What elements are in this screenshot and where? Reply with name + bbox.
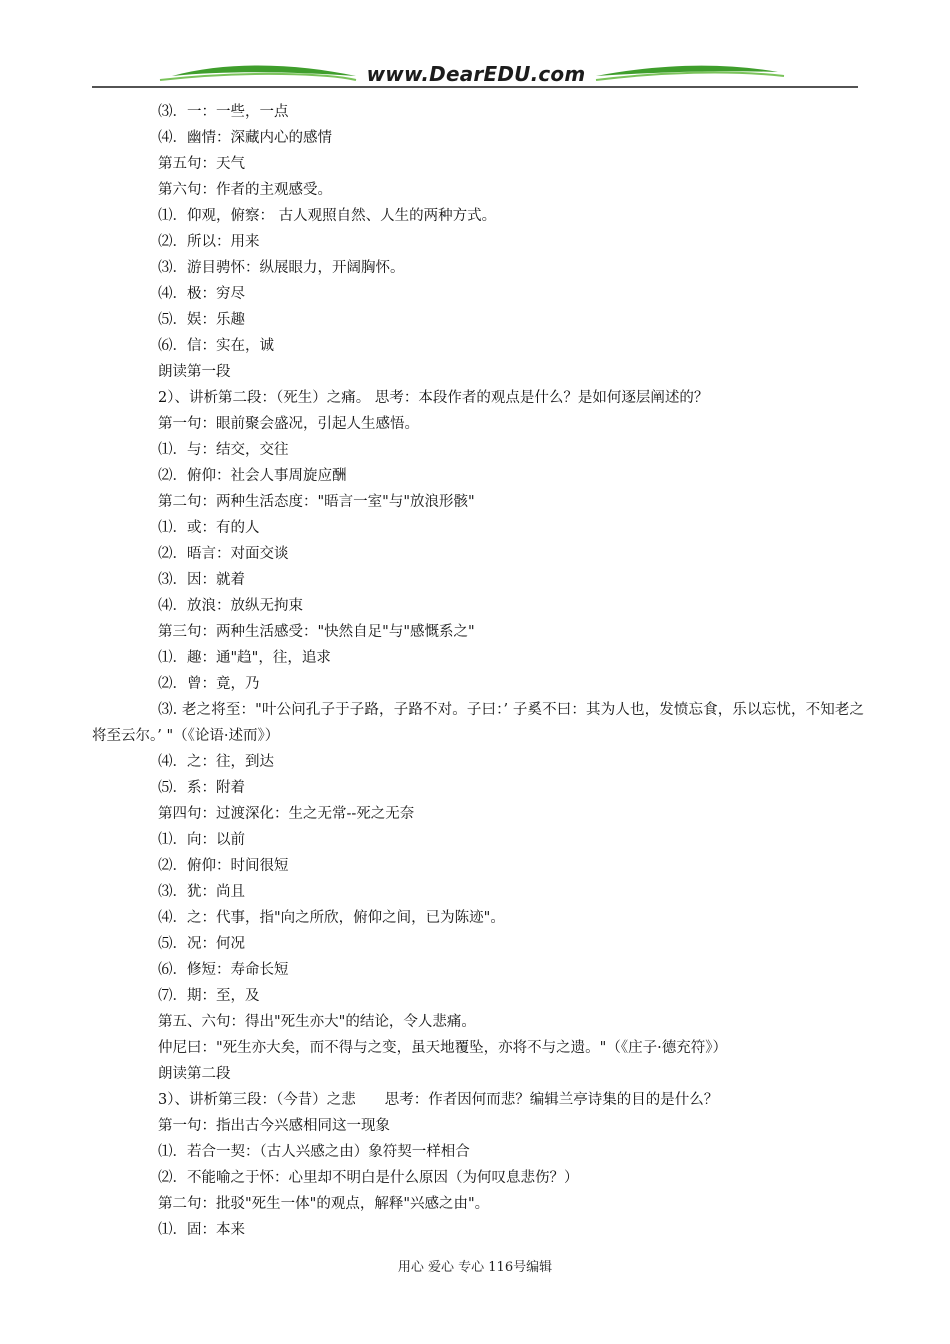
text-line: ⑵．晤言：对面交谈 bbox=[158, 546, 289, 562]
text-line: 第三句：两种生活感受："快然自足"与"感慨系之" bbox=[158, 624, 475, 640]
text-line: ⑷．之：往，到达 bbox=[158, 754, 274, 770]
site-url: www.DearEDU.com bbox=[366, 62, 586, 86]
text-line: ⑴．或：有的人 bbox=[158, 520, 260, 536]
text-line: 第五、六句：得出"死生亦大"的结论，令人悲痛。 bbox=[158, 1014, 476, 1030]
document-body bbox=[92, 99, 864, 1243]
section-heading: 3）、讲析第三段：（今昔）之悲 思考：作者因何而悲？编辑兰亭诗集的目的是什么？ bbox=[158, 1092, 719, 1108]
section-heading: 朗读第二段 bbox=[158, 1066, 231, 1082]
text-line: 第一句：指出古今兴感相同这一现象 bbox=[158, 1118, 390, 1134]
text-line: ⑶．游目骋怀：纵展眼力，开阔胸怀。 bbox=[158, 260, 405, 276]
text-line: ⑴．趣：通"趋"，往，追求 bbox=[158, 650, 331, 666]
text-line: ⑵．不能喻之于怀：心里却不明白是什么原因（为何叹息悲伤？） bbox=[158, 1170, 579, 1186]
text-line: ⑴．与：结交，交往 bbox=[158, 442, 289, 458]
text-line: 第四句：过渡深化：生之无常--死之无奈 bbox=[158, 806, 415, 822]
text-line: ⑴．若合一契：（古人兴感之由）象符契一样相合 bbox=[158, 1144, 470, 1160]
text-line: ⑴．仰观，俯察： 古人观照自然、人生的两种方式。 bbox=[158, 208, 497, 224]
text-line: 第五句：天气 bbox=[158, 156, 245, 172]
text-line: ⑶．一：一些，一点 bbox=[158, 104, 289, 120]
text-line: ⑶．犹：尚且 bbox=[158, 884, 245, 900]
text-line: 第六句：作者的主观感受。 bbox=[158, 182, 332, 198]
site-header-banner bbox=[0, 58, 950, 90]
text-line: ⑷．极：穷尽 bbox=[158, 286, 245, 302]
text-line: ⑷．放浪：放纵无拘束 bbox=[158, 598, 303, 614]
text-line: ⑶．因：就着 bbox=[158, 572, 245, 588]
text-line: 第二句：批驳"死生一体"的观点，解释"兴感之由"。 bbox=[158, 1196, 490, 1212]
text-line: ⑸．况：何况 bbox=[158, 936, 245, 952]
text-line: ⑴．向：以前 bbox=[158, 832, 245, 848]
text-line: ⑷．之：代事，指"向之所欣，俯仰之间，已为陈迹"。 bbox=[158, 910, 505, 926]
section-heading: 2）、讲析第二段：（死生）之痛。 思考：本段作者的观点是什么？是如何逐层阐述的？ bbox=[158, 390, 709, 406]
text-line: 第二句：两种生活态度："晤言一室"与"放浪形骸" bbox=[158, 494, 475, 510]
text-line: ⑷．幽情：深藏内心的感情 bbox=[158, 130, 332, 146]
page-footer: 用心 爱心 专心 116号编辑 bbox=[397, 1260, 553, 1275]
text-line-wrapped: ⑶. 老之将至："叶公问孔子于子路，子路不对。子曰：’ 子奚不曰：其为人也，发愤忘食，乐以忘忧，不知老之将至云尔。’ "（《论语·述而》） bbox=[92, 702, 864, 744]
text-line: ⑹．修短：寿命长短 bbox=[158, 962, 289, 978]
text-line: ⑵．俯仰：社会人事周旋应酬 bbox=[158, 468, 347, 484]
text-line: ⑸．系：附着 bbox=[158, 780, 245, 796]
text-line: ⑵．曾：竟，乃 bbox=[158, 676, 260, 692]
section-heading: 朗读第一段 bbox=[158, 364, 231, 380]
text-line: ⑵．俯仰：时间很短 bbox=[158, 858, 289, 874]
text-line: ⑹．信：实在，诚 bbox=[158, 338, 274, 354]
text-line: ⑸．娱：乐趣 bbox=[158, 312, 245, 328]
text-line: ⑴．固：本来 bbox=[158, 1222, 245, 1238]
text-line: ⑺．期：至，及 bbox=[158, 988, 260, 1004]
text-line: 仲尼曰："死生亦大矣，而不得与之变，虽天地覆坠，亦将不与之遗。"（《庄子·德充符》） bbox=[158, 1040, 727, 1056]
text-line: 第一句：眼前聚会盛况，引起人生感悟。 bbox=[158, 416, 419, 432]
text-line: ⑵．所以：用来 bbox=[158, 234, 260, 250]
